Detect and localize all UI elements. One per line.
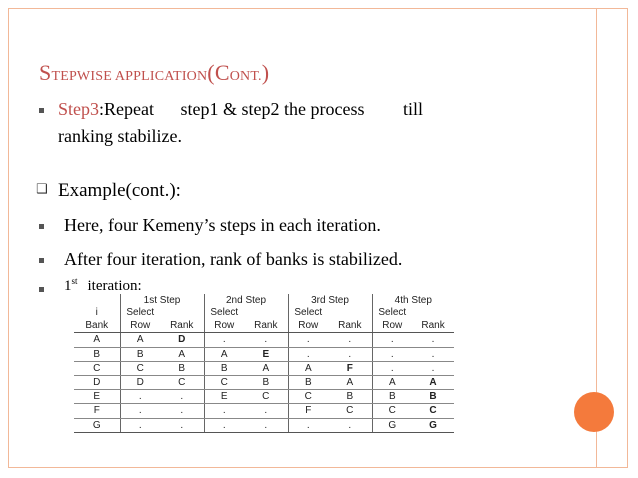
- table-cell: .: [160, 390, 204, 404]
- slide-title: STEPWISE APPLICATION(CONT.): [39, 60, 270, 85]
- table-cell: .: [412, 347, 454, 361]
- table-cell: .: [328, 333, 372, 347]
- table-cell: B: [204, 361, 244, 375]
- table-cell: C: [120, 361, 160, 375]
- table-cell: C: [288, 390, 328, 404]
- table-cell: E: [204, 390, 244, 404]
- table-row: [74, 347, 454, 361]
- table-row: [74, 390, 454, 404]
- table-cell: A: [412, 375, 454, 389]
- table-cell: .: [204, 333, 244, 347]
- table-cell: F: [328, 361, 372, 375]
- square-bullet-icon: [39, 224, 44, 229]
- table-cell: B: [160, 361, 204, 375]
- table-cell: .: [372, 333, 412, 347]
- orange-circle-decoration: [574, 392, 614, 432]
- i-label: i: [74, 306, 120, 319]
- table-cell: C: [160, 375, 204, 389]
- table-cell: .: [412, 361, 454, 375]
- table-cell: .: [328, 347, 372, 361]
- table-cell: G: [74, 418, 120, 432]
- row-label: Row: [288, 319, 328, 333]
- step-header: 2nd Step: [204, 294, 288, 306]
- table-cell: D: [74, 375, 120, 389]
- table-cell: B: [120, 347, 160, 361]
- table-cell: A: [372, 375, 412, 389]
- table-cell: .: [204, 404, 244, 418]
- step3-line: Step3:Repeat step1 & step2 the process till: [58, 99, 423, 119]
- table-cell: B: [74, 347, 120, 361]
- table-cell: D: [160, 333, 204, 347]
- table-cell: B: [412, 390, 454, 404]
- select-label: Select: [126, 307, 155, 319]
- table-cell: .: [160, 418, 204, 432]
- table-cell: B: [328, 390, 372, 404]
- table-cell: A: [160, 347, 204, 361]
- table-cell: F: [288, 404, 328, 418]
- rank-label: Rank: [160, 319, 204, 333]
- table-cell: G: [372, 418, 412, 432]
- table-cell: .: [412, 333, 454, 347]
- table-row: [74, 404, 454, 418]
- row-label: Row: [204, 319, 244, 333]
- table-cell: C: [74, 361, 120, 375]
- first-iteration-line: 1st iteration:: [64, 276, 142, 294]
- table-cell: .: [244, 333, 288, 347]
- step-header: 4th Step: [394, 294, 432, 306]
- table-cell: .: [244, 418, 288, 432]
- table-row: [74, 361, 454, 375]
- square-bullet-icon: [39, 108, 44, 113]
- table-cell: .: [120, 390, 160, 404]
- table-cell: D: [120, 375, 160, 389]
- checkbox-bullet-icon: ❑: [36, 182, 48, 197]
- here-line: Here, four Kemeny’s steps in each iteration.: [64, 215, 381, 235]
- table-row: [74, 375, 454, 389]
- table-cell: .: [160, 404, 204, 418]
- table-cell: B: [244, 375, 288, 389]
- table-cell: B: [288, 375, 328, 389]
- table-cell: .: [120, 404, 160, 418]
- table-cell: A: [244, 361, 288, 375]
- table-cell: .: [120, 418, 160, 432]
- table-cell: E: [74, 390, 120, 404]
- step-header: 3rd Step: [288, 294, 372, 306]
- select-label: Select: [210, 307, 239, 319]
- after-line: After four iteration, rank of banks is stabilized.: [64, 249, 403, 269]
- table-corner: [74, 294, 120, 306]
- select-label: Select: [378, 307, 407, 319]
- table-cell: .: [288, 333, 328, 347]
- table-cell: C: [412, 404, 454, 418]
- table-cell: C: [372, 404, 412, 418]
- table-cell: A: [74, 333, 120, 347]
- table-cell: A: [120, 333, 160, 347]
- table-cell: A: [204, 347, 244, 361]
- table-cell: A: [328, 375, 372, 389]
- rank-label: Rank: [244, 319, 288, 333]
- row-label: Row: [120, 319, 160, 333]
- select-label: Select: [294, 307, 323, 319]
- step-header: 1st Step: [120, 294, 204, 306]
- square-bullet-icon: [39, 258, 44, 263]
- table-cell: .: [328, 418, 372, 432]
- table-cell: .: [288, 347, 328, 361]
- table-row: [74, 418, 454, 432]
- rank-label: Rank: [328, 319, 372, 333]
- step3-line-2: ranking stabilize.: [58, 126, 182, 146]
- table-cell: .: [372, 347, 412, 361]
- kemeny-iteration-table: [74, 294, 454, 433]
- table-cell: F: [74, 404, 120, 418]
- table-cell: .: [288, 418, 328, 432]
- table-cell: C: [204, 375, 244, 389]
- example-line: Example(cont.):: [58, 180, 181, 201]
- table-cell: E: [244, 347, 288, 361]
- square-bullet-icon: [39, 287, 44, 292]
- table-cell: A: [288, 361, 328, 375]
- table-cell: .: [204, 418, 244, 432]
- table-cell: C: [328, 404, 372, 418]
- rank-label: Rank: [412, 319, 454, 333]
- bank-label: Bank: [74, 319, 120, 333]
- table-cell: B: [372, 390, 412, 404]
- table-cell: G: [412, 418, 454, 432]
- table-cell: .: [244, 404, 288, 418]
- row-label: Row: [372, 319, 412, 333]
- table-row: [74, 333, 454, 347]
- table-cell: C: [244, 390, 288, 404]
- table-cell: .: [372, 361, 412, 375]
